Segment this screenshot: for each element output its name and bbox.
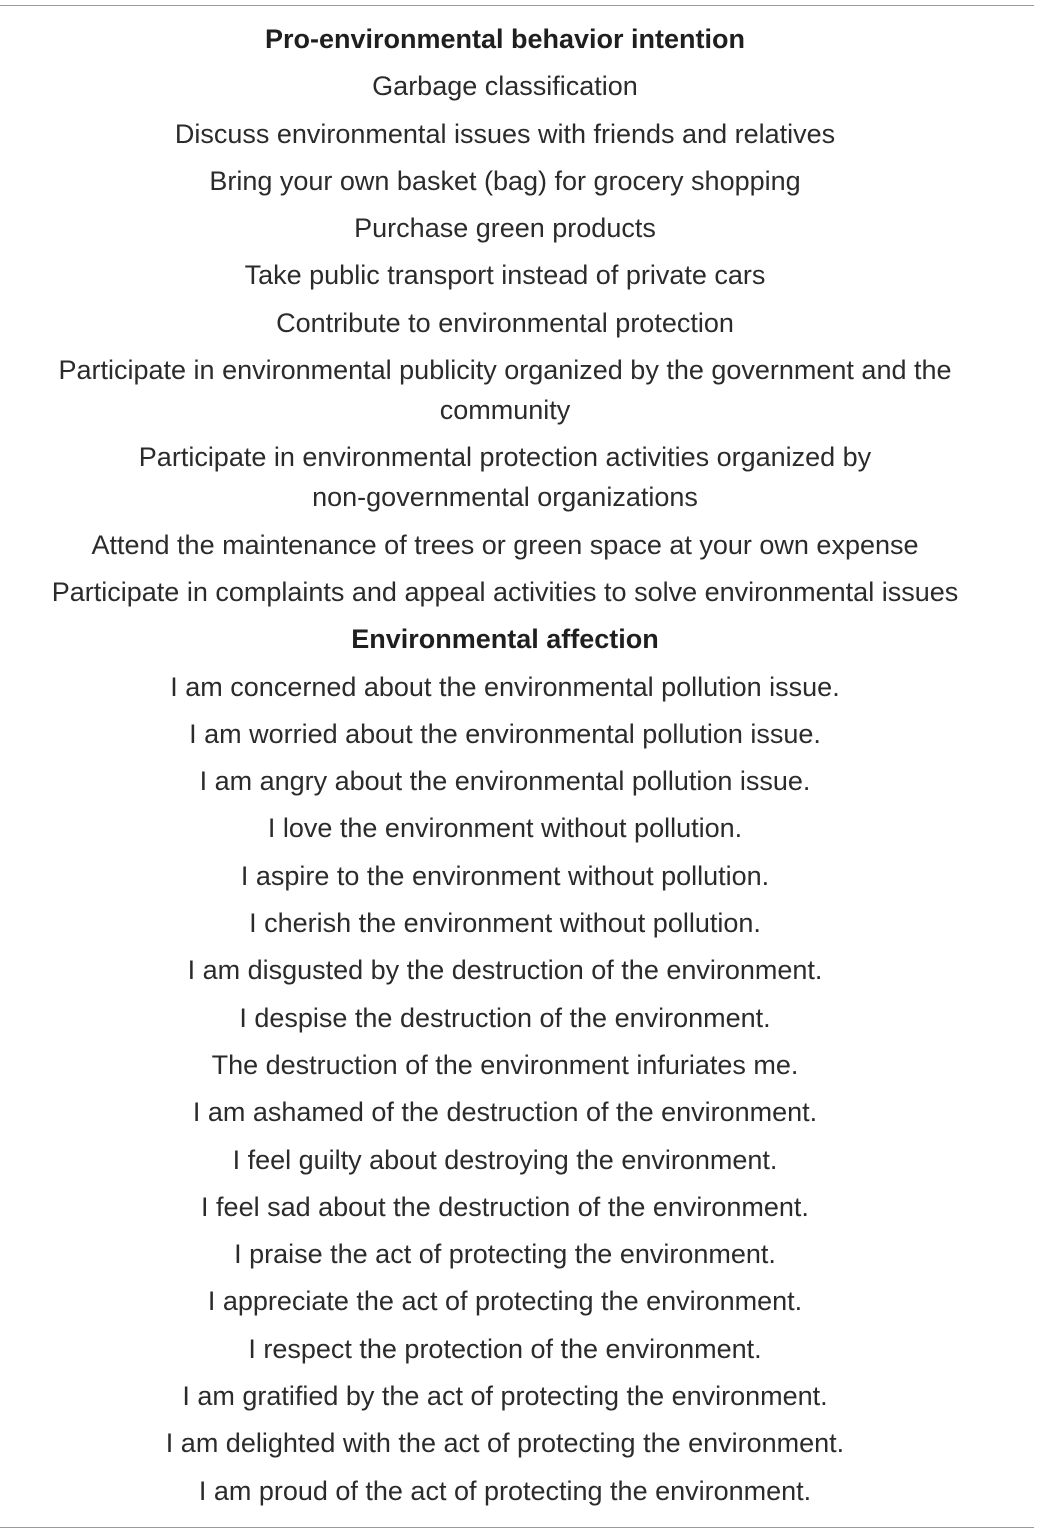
list-item: I cherish the environment without pollution. xyxy=(249,908,761,939)
list-item: I am disgusted by the destruction of the environment. xyxy=(187,955,823,986)
list-item: Garbage classification xyxy=(372,71,638,102)
list-item: I despise the destruction of the environment. xyxy=(239,1002,771,1033)
list-item: I feel sad about the destruction of the environment. xyxy=(201,1191,809,1222)
list-item: Attend the maintenance of trees or green space at your own expense xyxy=(91,529,919,560)
table-bottom-rule xyxy=(0,1527,1034,1528)
list-item: Take public transport instead of private cars xyxy=(244,260,766,291)
table-top-rule xyxy=(0,5,1034,6)
list-item: Participate in environmental protection activities organized by non-governmental organizations xyxy=(138,442,872,513)
list-item: Participate in environmental publicity organized by the government and the community xyxy=(58,355,952,426)
scale-items-table xyxy=(0,19,1010,1518)
list-item: I am ashamed of the destruction of the environment. xyxy=(192,1097,818,1128)
list-item: I praise the act of protecting the environment. xyxy=(234,1239,776,1270)
list-item: I am angry about the environmental pollution issue. xyxy=(199,766,811,797)
list-item: I appreciate the act of protecting the environment. xyxy=(207,1286,803,1317)
section-heading: Pro-environmental behavior intention xyxy=(264,24,746,54)
section-environmental-affection xyxy=(0,619,1010,1510)
list-item: Contribute to environmental protection xyxy=(276,307,734,338)
list-item: I love the environment without pollution. xyxy=(267,813,743,844)
list-item: Purchase green products xyxy=(354,213,656,244)
list-item: I am delighted with the act of protecting the environment. xyxy=(165,1428,845,1459)
section-heading: Environmental affection xyxy=(351,624,659,655)
list-item: I am proud of the act of protecting the environment. xyxy=(198,1475,812,1506)
list-item: I am gratified by the act of protecting the environment. xyxy=(182,1381,828,1412)
section-pro-environmental-behavior-intention xyxy=(0,19,1010,612)
list-item: I am concerned about the environmental pollution issue. xyxy=(170,671,840,702)
list-item: I am worried about the environmental pollution issue. xyxy=(189,718,821,749)
list-item: I aspire to the environment without pollution. xyxy=(240,860,770,891)
list-item: Bring your own basket (bag) for grocery shopping xyxy=(209,165,801,196)
list-item: Discuss environmental issues with friends and relatives xyxy=(174,118,836,149)
list-item: The destruction of the environment infuriates me. xyxy=(211,1049,799,1080)
list-item: I feel guilty about destroying the environment. xyxy=(232,1144,778,1175)
list-item: Participate in complaints and appeal activities to solve environmental issues xyxy=(51,576,959,607)
list-item: I respect the protection of the environment. xyxy=(248,1333,762,1364)
